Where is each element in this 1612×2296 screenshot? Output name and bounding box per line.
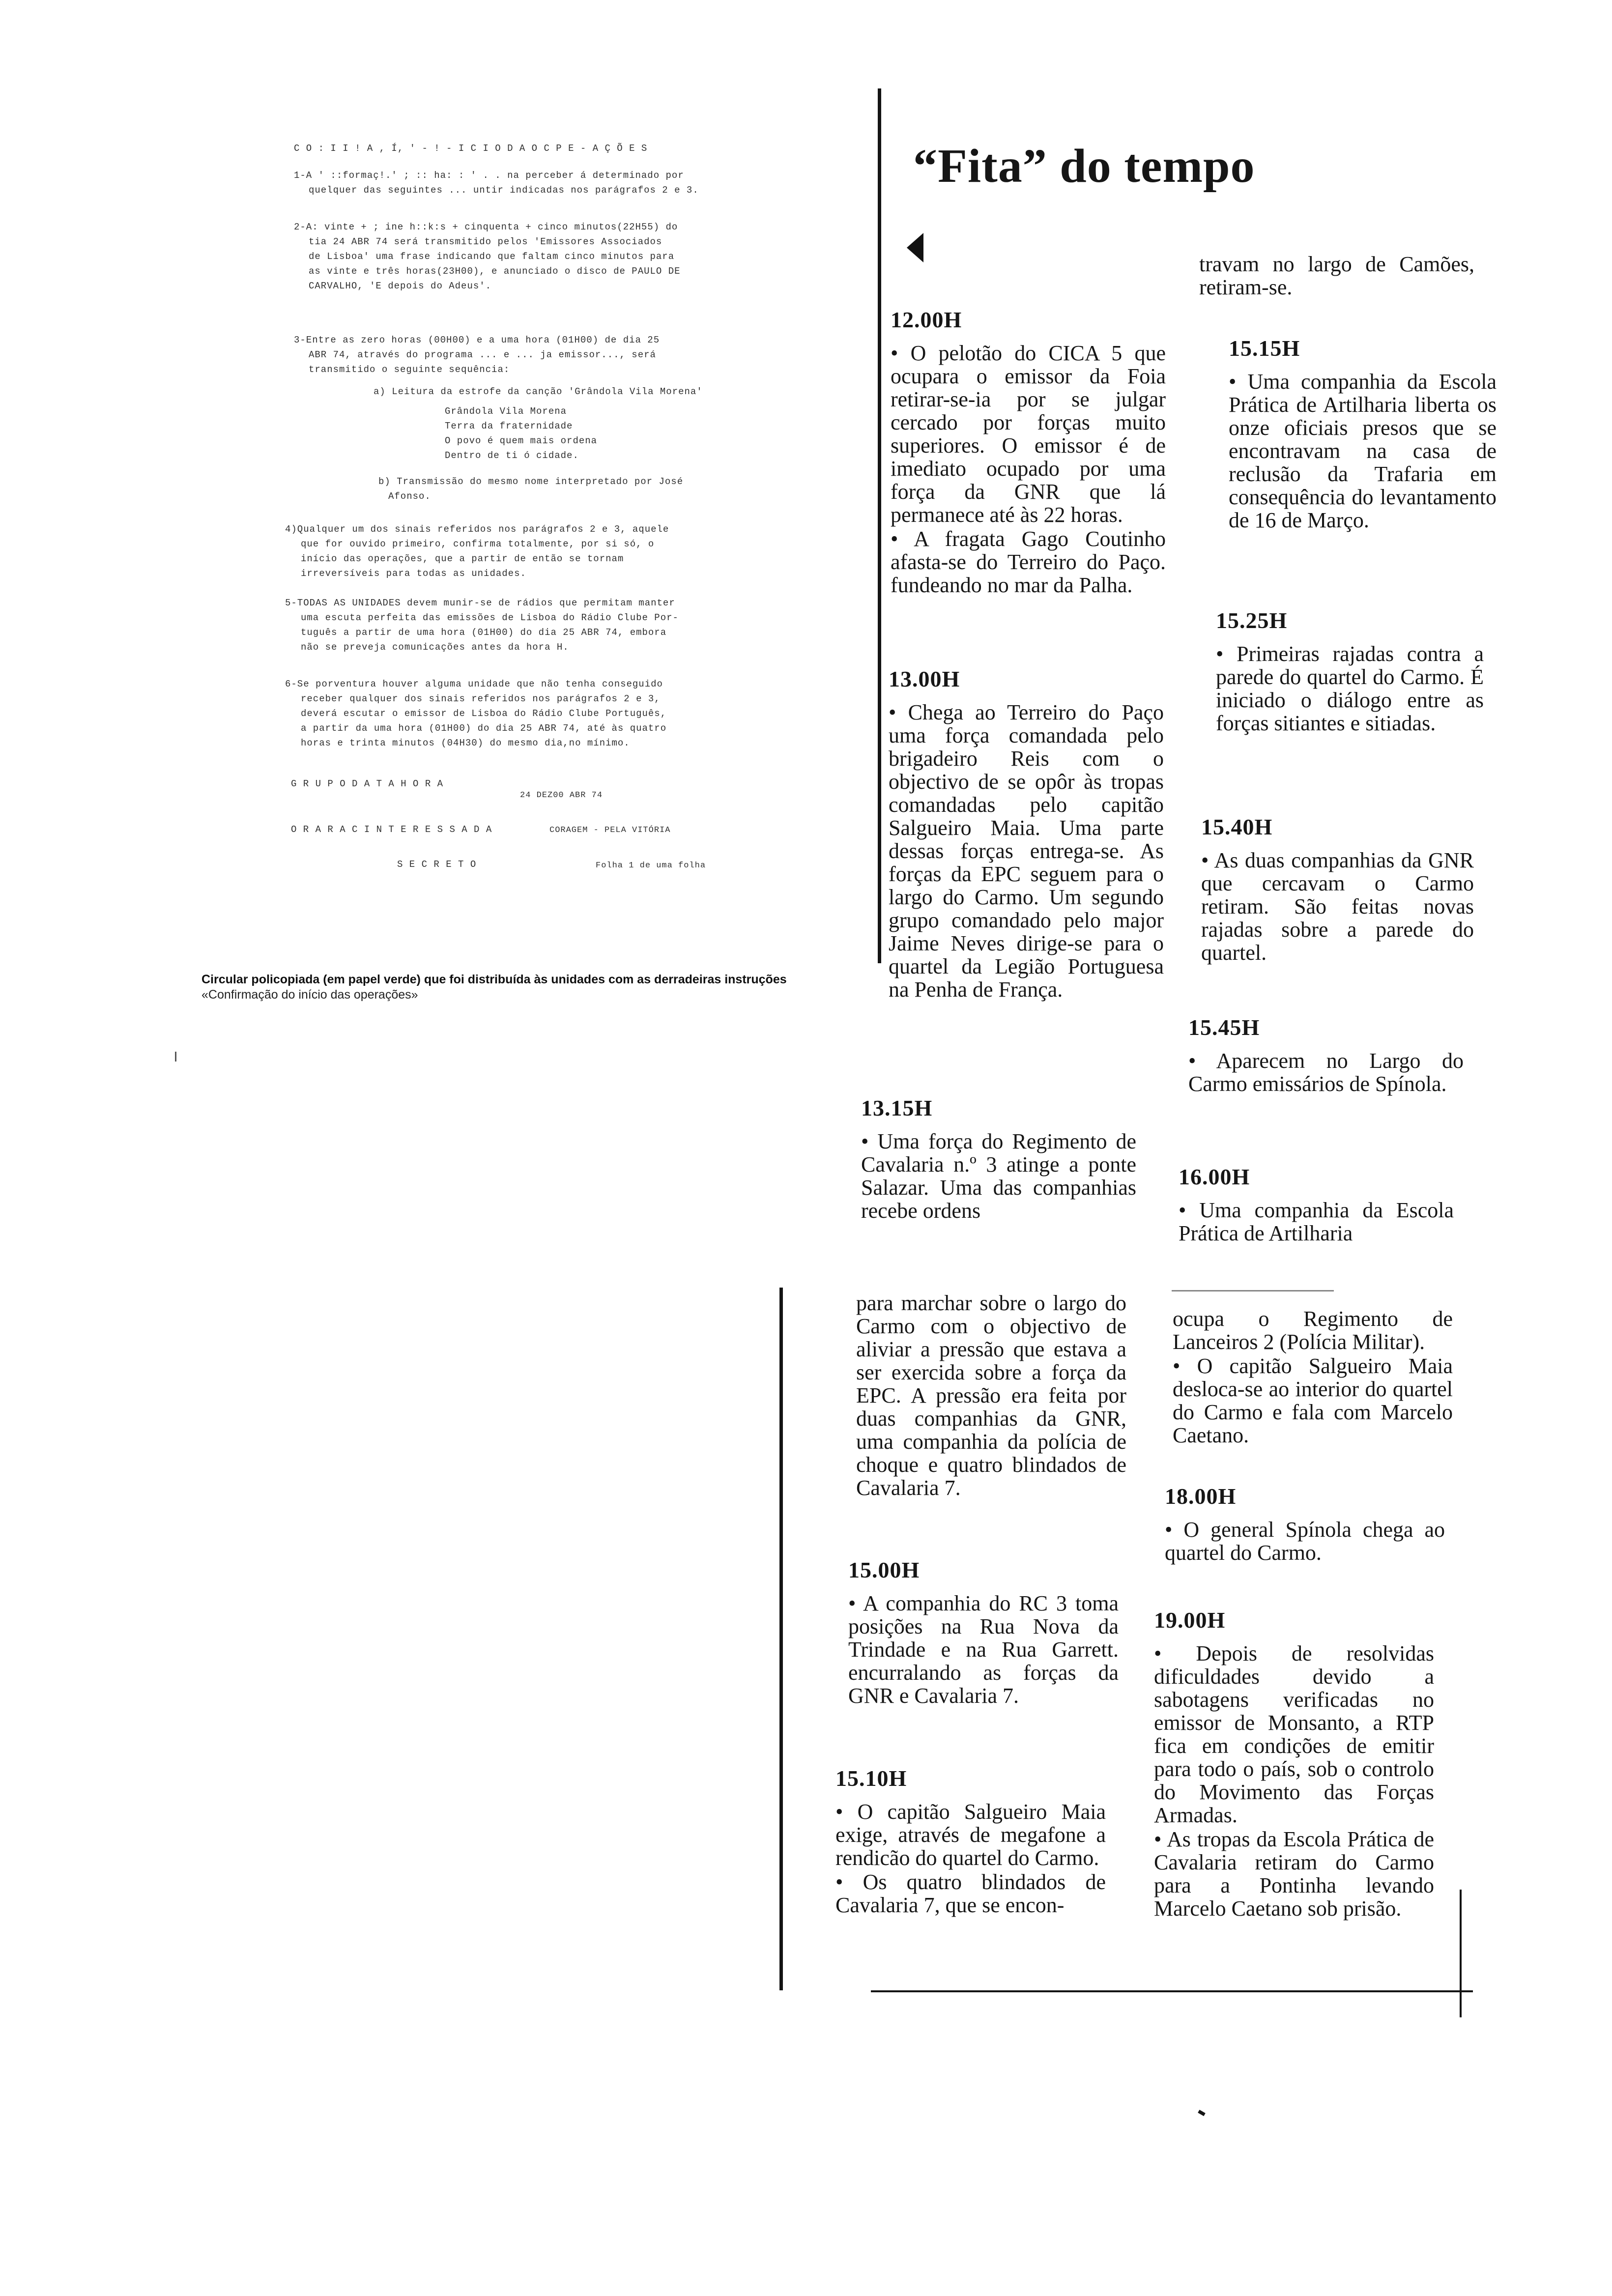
entry-text: • O capitão Salgueiro Maia exige, através de megafone a rendicão do quartel do Carmo. [835,1800,1106,1870]
article-bottom-rule [871,1990,1473,1992]
entry-time: 12.00H [891,307,962,332]
typed-line: 6-Se porventura houver alguma unidade que não tenha conseguido [285,679,663,689]
typed-line: 1-A ' ::formaç!.' ; :: ha: : ' . . na perceber á determinado por [294,170,684,181]
entry-time: 15.25H [1216,608,1288,633]
article-headline: “Fita” do tempo [913,140,1255,193]
entry-text: para marchar sobre o largo do Carmo com o objectivo de aliviar a pressão que estava a ser exercida sobre a força da EPC. A pressão era feita por duas companhias da GNR, uma companhia da polícia de choque e quatro blindados de Cavalaria 7. [856,1291,1126,1500]
typed-line: tuguês a partir de uma hora (01H00) do dia 25 ABR 74, embora [301,627,667,638]
left-arrow-icon [907,233,923,262]
typed-line: não se preveja comunicações antes da hora H. [301,642,569,653]
classification: S E C R E T O [397,859,477,870]
entry-time: 15.15H [1229,336,1300,361]
typed-line: 5-TODAS AS UNIDADES devem munir-se de rádios que permitam manter [285,598,675,608]
left-margin-mark [175,1052,176,1062]
timeline-entry-carry [1199,253,1474,299]
entry-text: • A companhia do RC 3 toma posições na Rua Nova da Trindade e na Rua Garrett. encurralando as forças da GNR e Cavalaria 7. [848,1591,1119,1708]
timeline-entry-1600-cont [1173,1307,1453,1447]
entry-time: 15.40H [1201,814,1273,839]
typed-line: 3-Entre as zero horas (00H00) e a uma hora (01H00) de dia 25 [294,335,660,345]
entry-time: 15.00H [848,1557,920,1582]
typed-line: que for ouvido primeiro, confirma totalmente, por si só, o [301,539,655,549]
song-verse-line: Grândola Vila Morena [445,406,567,417]
column-break-mark [1172,1290,1334,1292]
entry-text: • Chega ao Terreiro do Paço uma força comandada pelo brigadeiro Reis com o objectivo de se opôr às tropas comandadas pelo capitão Salgueiro Maia. Uma parte dessas forças entrega-se. As forças da EPC seguem para o largo do Carmo. Um segundo grupo comandado pelo major Jaime Neves dirige-se para o quartel da Legião Portuguesa na Penha de França. [889,700,1164,1002]
caption-title: Circular policopiada (em papel verde) que foi distribuída às unidades com as derradeiras instruções [202,973,787,986]
group-date-label: G R U P O D A T A H O R A [291,778,444,789]
entry-text: • As tropas da Escola Prática de Cavalaria retiram do Carmo para a Pontinha levando Marcelo Caetano sob prisão. [1154,1827,1434,1921]
entry-time: 13.15H [861,1095,933,1120]
page-count: Folha 1 de uma folha [596,861,706,870]
entry-text: • Uma força do Regimento de Cavalaria n.º 3 atinge a ponte Salazar. Uma das companhias recebe ordens [861,1129,1136,1223]
timeline-entry-1500 [848,1557,1119,1707]
stray-mark [1198,2110,1206,2116]
entry-text: • Primeiras rajadas contra a parede do quartel do Carmo. É iniciado o diálogo entre as forças sitiantes e sitiadas. [1216,642,1484,735]
timeline-entry-1510 [835,1765,1106,1917]
song-verse-line: Terra da fraternidade [445,421,573,431]
entry-time: 16.00H [1179,1164,1250,1189]
timeline-entry-1600 [1179,1164,1454,1245]
typed-line: transmitido o seguinte sequência: [309,364,510,375]
entry-text: • O capitão Salgueiro Maia desloca-se ao interior do quartel do Carmo e fala com Marcelo Caetano. [1173,1354,1453,1447]
entry-text: • Depois de resolvidas dificuldades devido a sabotagens verificadas no emissor de Monsanto, a RTP fica em condições de emitir para todo o país, sob o controlo do Movimento das Forças Armadas. [1154,1641,1434,1827]
entry-time: 18.00H [1165,1484,1237,1509]
typed-line: quelquer das seguintes ... untir indicadas nos parágrafos 2 e 3. [309,185,699,196]
entry-text: • O general Spínola chega ao quartel do Carmo. [1165,1518,1445,1565]
article-left-rule-top [878,88,881,963]
entry-text: • As duas companhias da GNR que cercavam o Carmo retiram. São feitas novas rajadas sobre a parede do quartel. [1201,848,1474,965]
typed-line: ABR 74, através do programa ... e ... ja emissor..., será [309,349,656,360]
entry-text: • Uma companhia da Escola Prática de Artilharia [1179,1198,1454,1245]
typed-line: receber qualquer dos sinais referidos nos parágrafos 2 e 3, [301,693,661,704]
typed-line: as vinte e três horas(23H00), e anunciado o disco de PAULO DE [309,266,681,277]
timeline-entry-1540 [1201,814,1474,964]
typed-line: 4)Qualquer um dos sinais referidos nos parágrafos 2 e 3, aquele [285,524,669,535]
motto: CORAGEM - PELA VITÓRIA [549,826,671,835]
typed-line: início das operações, que a partir de então se tornam [301,553,624,564]
timeline-entry-1315 [861,1095,1136,1222]
typed-line: a partir da uma hora (01H00) do dia 25 ABR 74, até às quatro [301,723,667,734]
entry-text: • Os quatro blindados de Cavalaria 7, que se encon- [835,1870,1106,1917]
timeline-entry-1200 [891,307,1166,597]
entry-text: ocupa o Regimento de Lanceiros 2 (Polícia Militar). [1173,1307,1453,1354]
typed-line: tia 24 ABR 74 será transmitido pelos 'Emissores Associados [309,236,662,247]
typed-line: a) Leitura da estrofe da canção 'Grândola Vila Morena' [374,386,703,397]
caption-subtitle: «Confirmação do início das operações» [202,988,418,1002]
group-date-value: 24 DEZ00 ABR 74 [520,791,603,800]
song-verse-line: Dentro de ti ó cidade. [445,450,579,461]
entry-time: 15.10H [835,1766,907,1791]
timeline-entry-1515 [1229,335,1497,532]
timeline-entry-1315-cont [856,1292,1126,1499]
typed-line: 2-A: vinte + ; ine h::k:s + cinquenta + cinco minutos(22H55) do [294,222,678,232]
right-edge-mark [1460,1890,1462,2017]
article-left-rule-bottom [779,1288,783,1990]
timeline-entry-1300 [889,666,1164,1001]
typed-line: horas e trinta minutos (04H30) do mesmo dia,no mínimo. [301,738,630,748]
entry-text: • O pelotão do CICA 5 que ocupara o emissor da Foia retirar-se-ia por se julgar cercado por forças muito superiores. O emissor é de imediato ocupado por uma força da GNR que lá permanece até às 22 horas. [891,341,1166,527]
entry-time: 13.00H [889,666,960,691]
entry-time: 15.45H [1188,1015,1260,1040]
circular-title: C O : I I ! A , Í, ' - ! - I C I O D A O C P E - A Ç Õ E S [294,143,648,154]
typed-line: de Lisboa' uma frase indicando que faltam cinco minutos para [309,251,675,262]
timeline-entry-1545 [1188,1014,1464,1095]
entry-text: • Uma companhia da Escola Prática de Artilharia liberta os onze oficiais presos que se encontravam na casa de reclusão da Trafaria em consequência do levantamento de 16 de Março. [1229,370,1497,532]
typed-line: CARVALHO, 'E depois do Adeus'. [309,281,492,291]
interested-label: O R A R A C I N T E R E S S A D A [291,824,492,835]
song-verse-line: O povo é quem mais ordena [445,435,598,446]
typed-line: uma escuta perfeita das emissões de Lisboa do Rádio Clube Por- [301,612,679,623]
timeline-entry-1900 [1154,1607,1434,1920]
typed-line: b) Transmissão do mesmo nome interpretado por José [378,476,684,487]
circular-caption [202,972,855,1003]
entry-time: 19.00H [1154,1607,1226,1633]
typed-line: deverá escutar o emissor de Lisboa do Rádio Clube Português, [301,708,667,719]
typed-line: irreversíveis para todas as unidades. [301,568,526,579]
timeline-entry-1525 [1216,607,1484,735]
timeline-entry-1800 [1165,1483,1445,1564]
entry-text: • Aparecem no Largo do Carmo emissários de Spínola. [1188,1049,1464,1096]
entry-text: travam no largo de Camões, retiram-se. [1199,252,1474,299]
entry-text: • A fragata Gago Coutinho afasta-se do Terreiro do Paço. fundeando no mar da Palha. [891,527,1166,597]
typed-line: Afonso. [388,491,431,502]
